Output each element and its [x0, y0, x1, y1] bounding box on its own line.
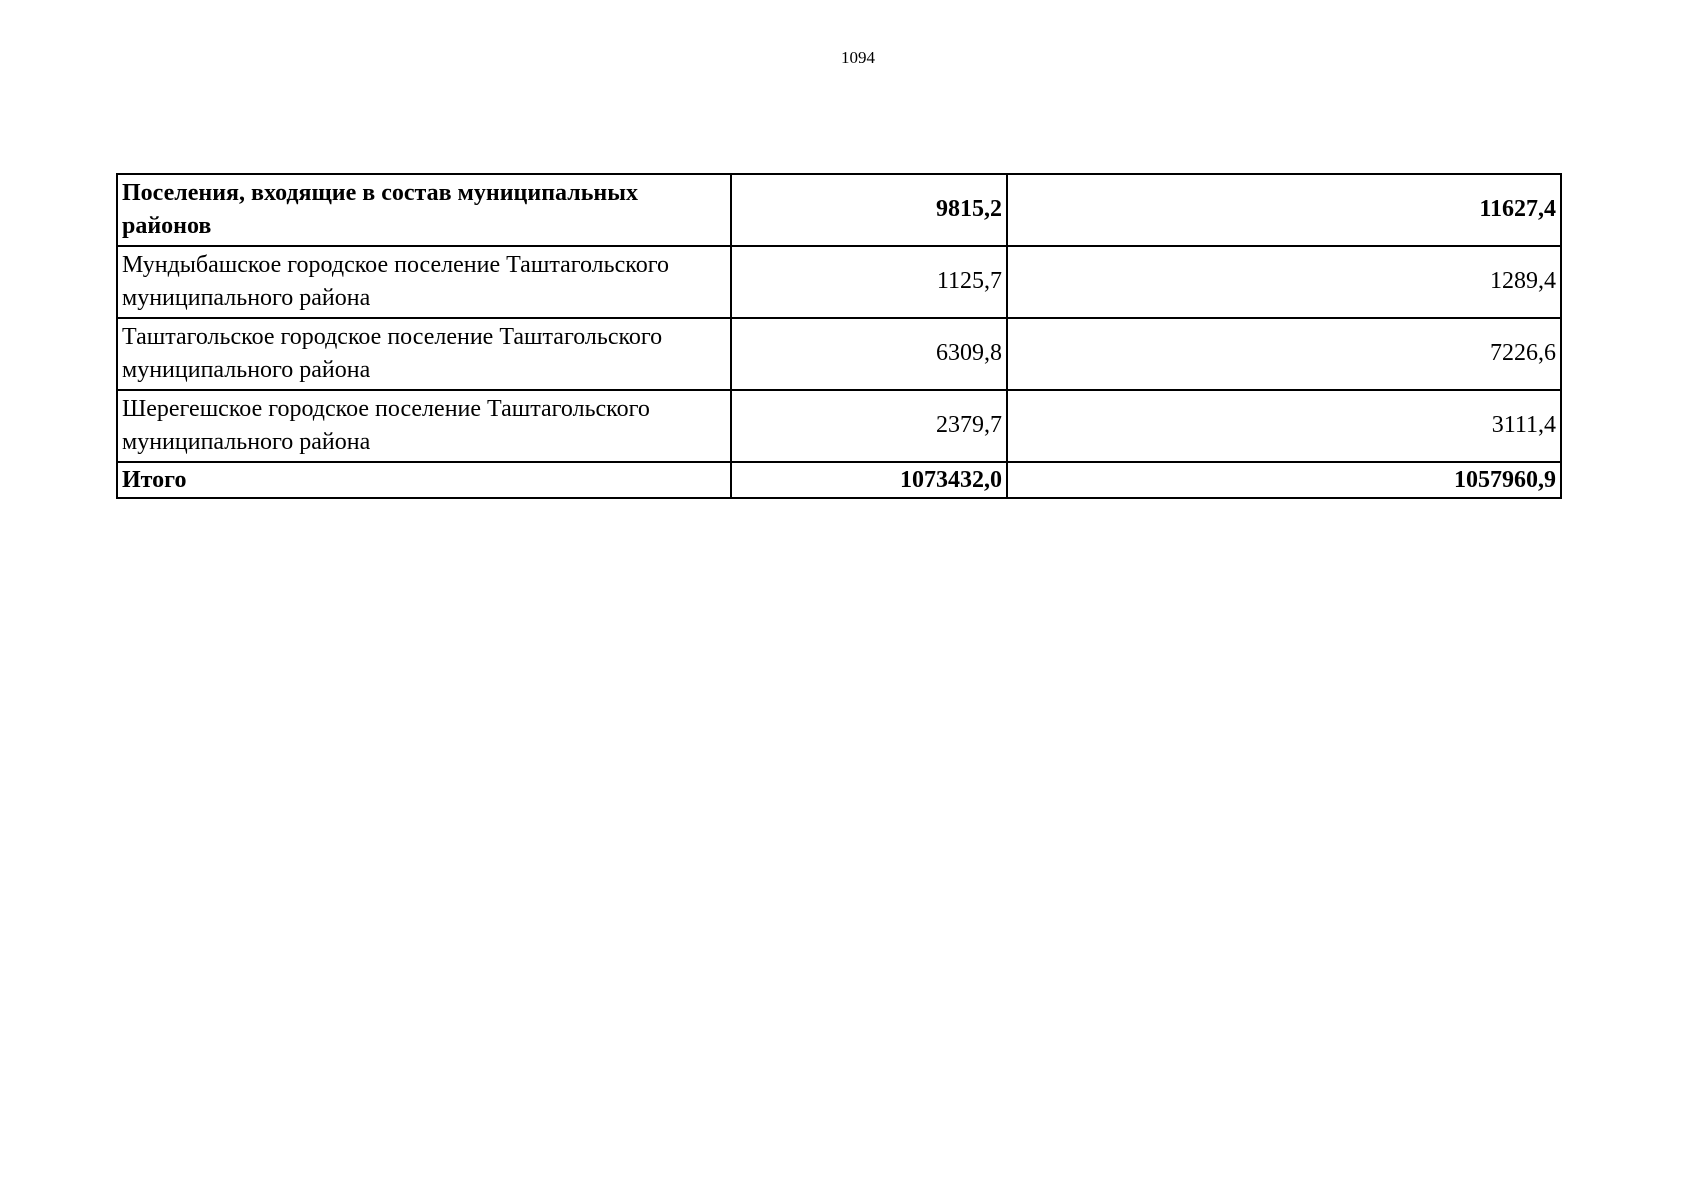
table-row-settlements-total	[117, 174, 1561, 246]
row-value-1: 2379,7	[731, 390, 1007, 462]
total-value-1: 1073432,0	[731, 462, 1007, 498]
budget-table	[116, 173, 1562, 499]
page-number: 1094	[841, 48, 875, 67]
row-value-1: 6309,8	[731, 318, 1007, 390]
row-name: Таштагольское городское поселение Таштагольского муниципального района	[117, 318, 731, 390]
row-name: Поселения, входящие в состав муниципальных районов	[117, 174, 731, 246]
total-value-2: 1057960,9	[1007, 462, 1561, 498]
table-row-total	[117, 462, 1561, 498]
row-value-2: 7226,6	[1007, 318, 1561, 390]
row-value-2: 1289,4	[1007, 246, 1561, 318]
table-row	[117, 246, 1561, 318]
total-label: Итого	[117, 462, 731, 498]
row-name: Мундыбашское городское поселение Таштагольского муниципального района	[117, 246, 731, 318]
row-value-1: 1125,7	[731, 246, 1007, 318]
row-value-2: 11627,4	[1007, 174, 1561, 246]
row-value-1: 9815,2	[731, 174, 1007, 246]
row-name: Шерегешское городское поселение Таштагольского муниципального района	[117, 390, 731, 462]
table-row	[117, 318, 1561, 390]
row-value-2: 3111,4	[1007, 390, 1561, 462]
table-row	[117, 390, 1561, 462]
